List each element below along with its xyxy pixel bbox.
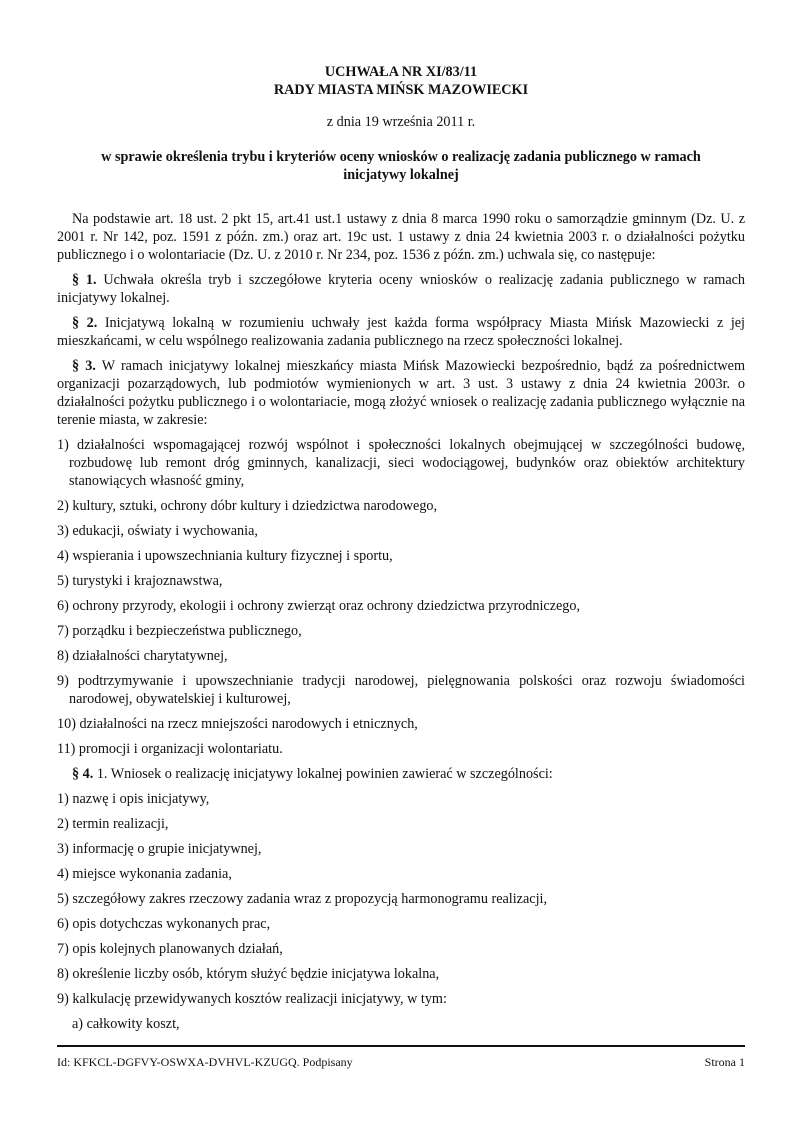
- section-4-item-2: 2) termin realizacji,: [57, 816, 169, 832]
- section-3-item-9: 9) podtrzymywanie i upowszechnianie tradycji narodowej, pielęgnowania polskości oraz rozwoju świadomości narodowej, obywatelskiej i kulturowej,: [57, 673, 745, 707]
- section-3-item-6: 6) ochrony przyrody, ekologii i ochrony zwierząt oraz ochrony dziedzictwa przyrodniczego,: [57, 598, 581, 614]
- section-3-item-1: 1) działalności wspomagającej rozwój wspólnot i społeczności lokalnych obejmującej w szczególności budowę, rozbudowę lub remont dróg gminnych, kanalizacji, sieci wodociągowej, budynków oraz obiektów architektury stanowiących własność gminy,: [57, 437, 745, 489]
- section-3-item-7: 7) porządku i bezpieczeństwa publicznego,: [57, 623, 302, 639]
- section-4-label: § 4.: [72, 766, 94, 782]
- subject-line-1: w sprawie określenia trybu i kryteriów oceny wniosków o realizację zadania publicznego w ramach: [101, 149, 701, 165]
- section-3-item-2: 2) kultury, sztuki, ochrony dóbr kultury i dziedzictwa narodowego,: [57, 498, 438, 514]
- section-4-item-1: 1) nazwę i opis inicjatywy,: [57, 791, 210, 807]
- section-4-item-4: 4) miejsce wykonania zadania,: [57, 866, 232, 882]
- section-2: [57, 314, 745, 350]
- section-3-text: W ramach inicjatywy lokalnej mieszkańcy miasta Mińsk Mazowiecki bezpośrednio, bądź za pośrednictwem organizacji pozarządowych, lub podmiotów wymienionych w art. 3 ust. 3 ustawy z dnia 24 kwietnia 2003r. o działalności pożytku publicznego i o wolontariacie, mogą złożyć wniosek o realizację zadania publicznego wyłącznie na terenie miasta, w zakresie:: [57, 358, 745, 428]
- section-4-item-8: 8) określenie liczby osób, którym służyć będzie inicjatywa lokalna,: [57, 966, 440, 982]
- subject-line-2: inicjatywy lokalnej: [343, 167, 459, 183]
- title-line-2: RADY MIASTA MIŃSK MAZOWIECKI: [273, 82, 529, 98]
- section-4: [57, 765, 745, 783]
- footer-document-id: Id: KFKCL-DGFVY-OSWXA-DVHVL-KZUGQ. Podpisany: [57, 1055, 353, 1069]
- section-3: [57, 357, 745, 429]
- section-3-item-4: 4) wspierania i upowszechniania kultury fizycznej i sportu,: [57, 548, 393, 564]
- section-1: [57, 271, 745, 307]
- section-1-label: § 1.: [72, 272, 97, 288]
- footer-divider: [57, 1045, 745, 1047]
- section-4-item-7: 7) opis kolejnych planowanych działań,: [57, 941, 283, 957]
- section-4-item-9: 9) kalkulację przewidywanych kosztów realizacji inicjatywy, w tym:: [57, 991, 447, 1007]
- section-3-item-11: 11) promocji i organizacji wolontariatu.: [57, 741, 283, 757]
- section-4-item-3: 3) informację o grupie inicjatywnej,: [57, 841, 262, 857]
- section-3-item-10: 10) działalności na rzecz mniejszości narodowych i etnicznych,: [57, 716, 418, 732]
- section-3-item-8: 8) działalności charytatywnej,: [57, 648, 228, 664]
- section-4-text: 1. Wniosek o realizację inicjatywy lokalnej powinien zawierać w szczególności:: [93, 766, 553, 782]
- section-3-label: § 3.: [72, 358, 96, 374]
- section-2-label: § 2.: [72, 315, 98, 331]
- section-2-text: Inicjatywą lokalną w rozumieniu uchwały jest każda forma współpracy Miasta Mińsk Mazowiecki z jej mieszkańcami, w celu wspólnego realizowania zadania publicznego na rzecz społeczności lokalnej.: [57, 315, 745, 349]
- section-4-item-5: 5) szczegółowy zakres rzeczowy zadania wraz z propozycją harmonogramu realizacji,: [57, 891, 547, 907]
- preamble: Na podstawie art. 18 ust. 2 pkt 15, art.41 ust.1 ustawy z dnia 8 marca 1990 roku o samorządzie gminnym (Dz. U. z 2001 r. Nr 142, poz. 1591 z późn. zm.) oraz art. 19c ust. 1 ustawy z dnia 24 kwietnia 2003 r. o działalności pożytku publicznego i o wolontariacie (Dz. U. z 2010 r. Nr 234, poz. 1536 z późn. zm.) uchwala się, co następuje:: [57, 211, 745, 263]
- section-3-item-3: 3) edukacji, oświaty i wychowania,: [57, 523, 258, 539]
- footer-page-number: Strona 1: [704, 1055, 745, 1069]
- section-4-item-6: 6) opis dotychczas wykonanych prac,: [57, 916, 271, 932]
- resolution-subject: [57, 148, 745, 184]
- document-body: [57, 210, 745, 1040]
- section-4-subitem-a: a) całkowity koszt,: [72, 1016, 180, 1032]
- section-1-text: Uchwała określa tryb i szczegółowe kryteria oceny wniosków o realizację zadania publicznego w ramach inicjatywy lokalnej.: [57, 272, 746, 306]
- section-3-item-5: 5) turystyki i krajoznawstwa,: [57, 573, 223, 589]
- resolution-date: z dnia 19 września 2011 r.: [326, 114, 476, 130]
- title-line-1: UCHWAŁA NR XI/83/11: [324, 64, 478, 80]
- document-page: [57, 0, 745, 1131]
- resolution-title: [57, 63, 745, 99]
